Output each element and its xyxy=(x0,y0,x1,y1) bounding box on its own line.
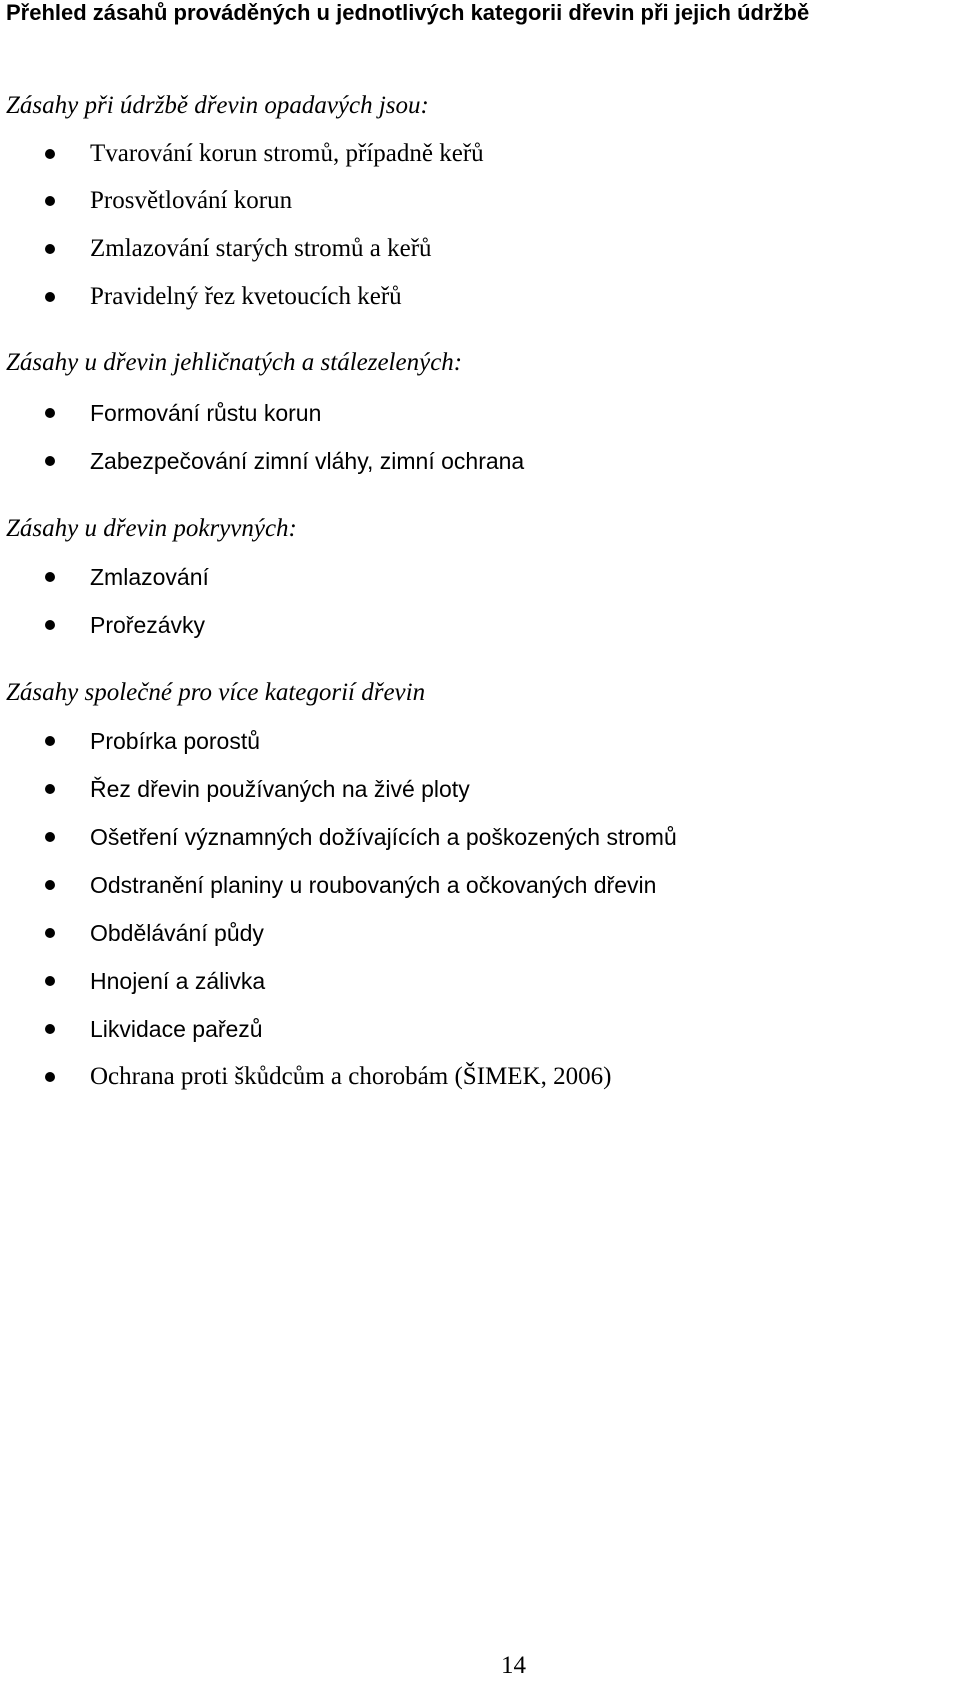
bullet-icon xyxy=(45,408,55,418)
list-item xyxy=(0,1062,960,1092)
list-item xyxy=(0,398,960,428)
list-item xyxy=(0,870,960,900)
list-item-label: Zmlazování starých stromů a keřů xyxy=(90,235,432,262)
list-item xyxy=(0,562,960,592)
bullet-icon xyxy=(45,620,55,630)
list-item xyxy=(0,918,960,948)
bullet-icon xyxy=(45,456,55,466)
list-item-label: Prořezávky xyxy=(90,612,206,638)
list-item-label: Zabezpečování zimní vláhy, zimní ochrana xyxy=(90,448,525,474)
list-item-label: Odstranění planiny u roubovaných a očkovaných dřevin xyxy=(90,872,657,898)
list-item xyxy=(0,234,960,264)
list-item xyxy=(0,966,960,996)
section-heading-common: Zásahy společné pro více kategorií dřevin xyxy=(6,679,426,706)
list-item-label: Tvarování korun stromů, případně keřů xyxy=(90,140,484,167)
bullet-icon xyxy=(45,1024,55,1034)
list-item-label: Likvidace pařezů xyxy=(90,1016,263,1042)
list-item xyxy=(0,726,960,756)
bullet-icon xyxy=(45,149,55,159)
bullet-icon xyxy=(45,1072,55,1082)
list-item-label: Řez dřevin používaných na živé ploty xyxy=(90,776,470,802)
section-heading-conifers: Zásahy u dřevin jehličnatých a stálezelených: xyxy=(6,349,463,376)
list-item-label: Ošetření významných dožívajících a poškozených stromů xyxy=(90,824,677,850)
bullet-icon xyxy=(45,976,55,986)
list-item-label: Obdělávání půdy xyxy=(90,920,264,946)
list-item xyxy=(0,139,960,169)
bullet-icon xyxy=(45,880,55,890)
list-item xyxy=(0,774,960,804)
list-item-label: Formování růstu korun xyxy=(90,400,322,426)
list-item-label: Hnojení a zálivka xyxy=(90,968,266,994)
list-item xyxy=(0,186,960,216)
list-item xyxy=(0,1014,960,1044)
bullet-icon xyxy=(45,244,55,254)
list-item-label: Zmlazování xyxy=(90,564,209,590)
list-item-label: Prosvětlování korun xyxy=(90,187,293,214)
bullet-icon xyxy=(45,832,55,842)
page-number: 14 xyxy=(501,1652,526,1679)
bullet-icon xyxy=(45,196,55,206)
section-heading-groundcover: Zásahy u dřevin pokryvných: xyxy=(6,515,297,542)
list-item xyxy=(0,282,960,312)
list-item xyxy=(0,822,960,852)
bullet-icon xyxy=(45,572,55,582)
list-item-label: Probírka porostů xyxy=(90,728,261,754)
section-heading-deciduous: Zásahy při údržbě dřevin opadavých jsou: xyxy=(6,92,429,119)
list-item-label: Ochrana proti škůdcům a chorobám (ŠIMEK, 2006) xyxy=(90,1063,612,1090)
bullet-icon xyxy=(45,928,55,938)
list-item xyxy=(0,610,960,640)
list-item-label: Pravidelný řez kvetoucích keřů xyxy=(90,283,402,310)
page-title: Přehled zásahů prováděných u jednotlivých kategorii dřevin při jejich údržbě xyxy=(6,0,810,25)
bullet-icon xyxy=(45,784,55,794)
bullet-icon xyxy=(45,736,55,746)
list-item xyxy=(0,446,960,476)
bullet-icon xyxy=(45,292,55,302)
